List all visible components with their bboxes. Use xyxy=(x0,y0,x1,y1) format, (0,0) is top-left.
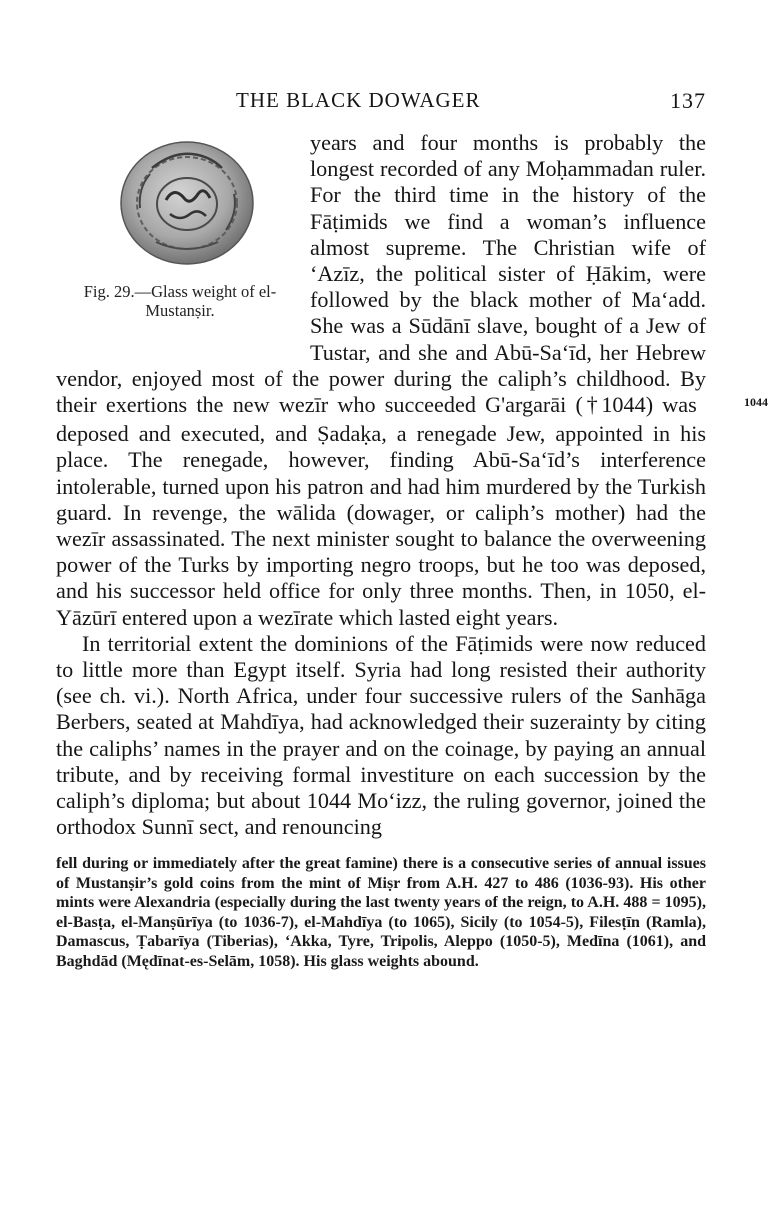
glass-weight-image xyxy=(116,138,258,268)
paragraph-1-text: years and four months is probably the longest recorded of any Moḥammadan ruler. For the third time in the history of the Fāṭimids we find a woman’s influence almost supreme. The Christian wife of ‘Azīz, the political sister of Ḥākim, were followed by the black mother of Ma‘add. She was a Sūdānī slave, bought of a Jew of Tustar, and she and Abū-Sa‘īd, her Hebrew vendor, enjoyed most of the power during the caliph’s childhood. By their exertions the new wezīr who succeeded G'argarāi (†1044) was 1044 deposed and executed, and Ṣadaḳa, a renegade Jew, appointed in his place. The renegade, however, finding Abū-Sa‘īd’s interference intolerable, turned upon his patron and had him murdered by the Turkish guard. In revenge, the wālida (dowager, or caliph’s mother) had the wezīr assassinated. The next minister sought to balance the overweening power of the Turks by importing negro troops, but he too was deposed, and his successor held office for only three months. Then, in 1050, el-Yāzūrī entered upon a wezīrate which lasted eight years. xyxy=(56,130,768,630)
paragraph-1 xyxy=(56,130,768,631)
main-text xyxy=(56,130,768,840)
paragraph-1-part-1: years and four months is probably the longest recorded of any Moḥammadan ruler. For the third time in the history of the Fāṭimids we find a woman’s influence almost supreme. The Christian wife of ‘Azīz, the political sister of Ḥākim, were followed by the black mother of Ma‘add. She was a Sūdānī slave, bought of a Jew of Tustar, and she and Abū-Sa‘īd, her Hebrew vendor, enjoyed most of the power during the caliph’s childhood. By their exertions the new wezīr who succeeded G'argarāi (†1044) was xyxy=(56,130,706,418)
page-header xyxy=(56,88,706,118)
footnote xyxy=(56,854,706,971)
page-number: 137 xyxy=(670,88,706,113)
paragraph-1-part-2: deposed and executed, and Ṣadaḳa, a renegade Jew, appointed in his place. The renegade, however, finding Abū-Sa‘īd’s interference intolerable, turned upon his patron and had him murdered by the Turkish guard. In revenge, the wālida (dowager, or caliph’s mother) had the wezīr assassinated. The next minister sought to balance the overweening power of the Turks by importing negro troops, but he too was deposed, and his successor held office for only three months. Then, in 1050, el-Yāzūrī entered upon a wezīrate which lasted eight years. xyxy=(56,421,706,630)
figure-caption: Fig. 29.—Glass weight of el-Mustanṣir. xyxy=(83,282,277,320)
footnote-text: fell during or immediately after the great famine) there is a consecutive series of annual issues of Mustanṣir’s gold coins from the mint of Miṣr from A.H. 427 to 486 (1036-93). His other mints were Alexandria (especially during the last twenty years of the reign, to A.H. 488 = 1095), el-Basṭa, el-Manṣūrīya (to 1036-7), el-Mahdīya (to 1065), Sicily (to 1054-5), Filesṭīn (Ramla), Damascus, Ṭabarīya (Tiberias), ‘Akka, Tyre, Tripolis, Aleppo (1050-5), Medīna (1061), and Baghdād (Mędīnat-es-Selām, 1058). His glass weights abound. xyxy=(56,855,706,970)
paragraph-2: In territorial extent the dominions of the Fāṭimids were now reduced to little more than Egypt itself. Syria had long resisted their authority (see ch. vi.). North Africa, under four successive rulers of the Sanhāga Berbers, seated at Mahdīya, had acknowledged their suzerainty by citing the caliphs’ names in the prayer and on the coinage, by paying an annual tribute, and by receiving formal investiture on each succession by the caliph’s diploma; but about 1044 Mo‘izz, the ruling governor, joined the orthodox Sunnī sect, and renouncing xyxy=(56,630,706,840)
running-head: THE BLACK DOWAGER xyxy=(236,88,481,112)
book-page xyxy=(56,88,768,971)
figure-glass-weight xyxy=(56,132,304,338)
